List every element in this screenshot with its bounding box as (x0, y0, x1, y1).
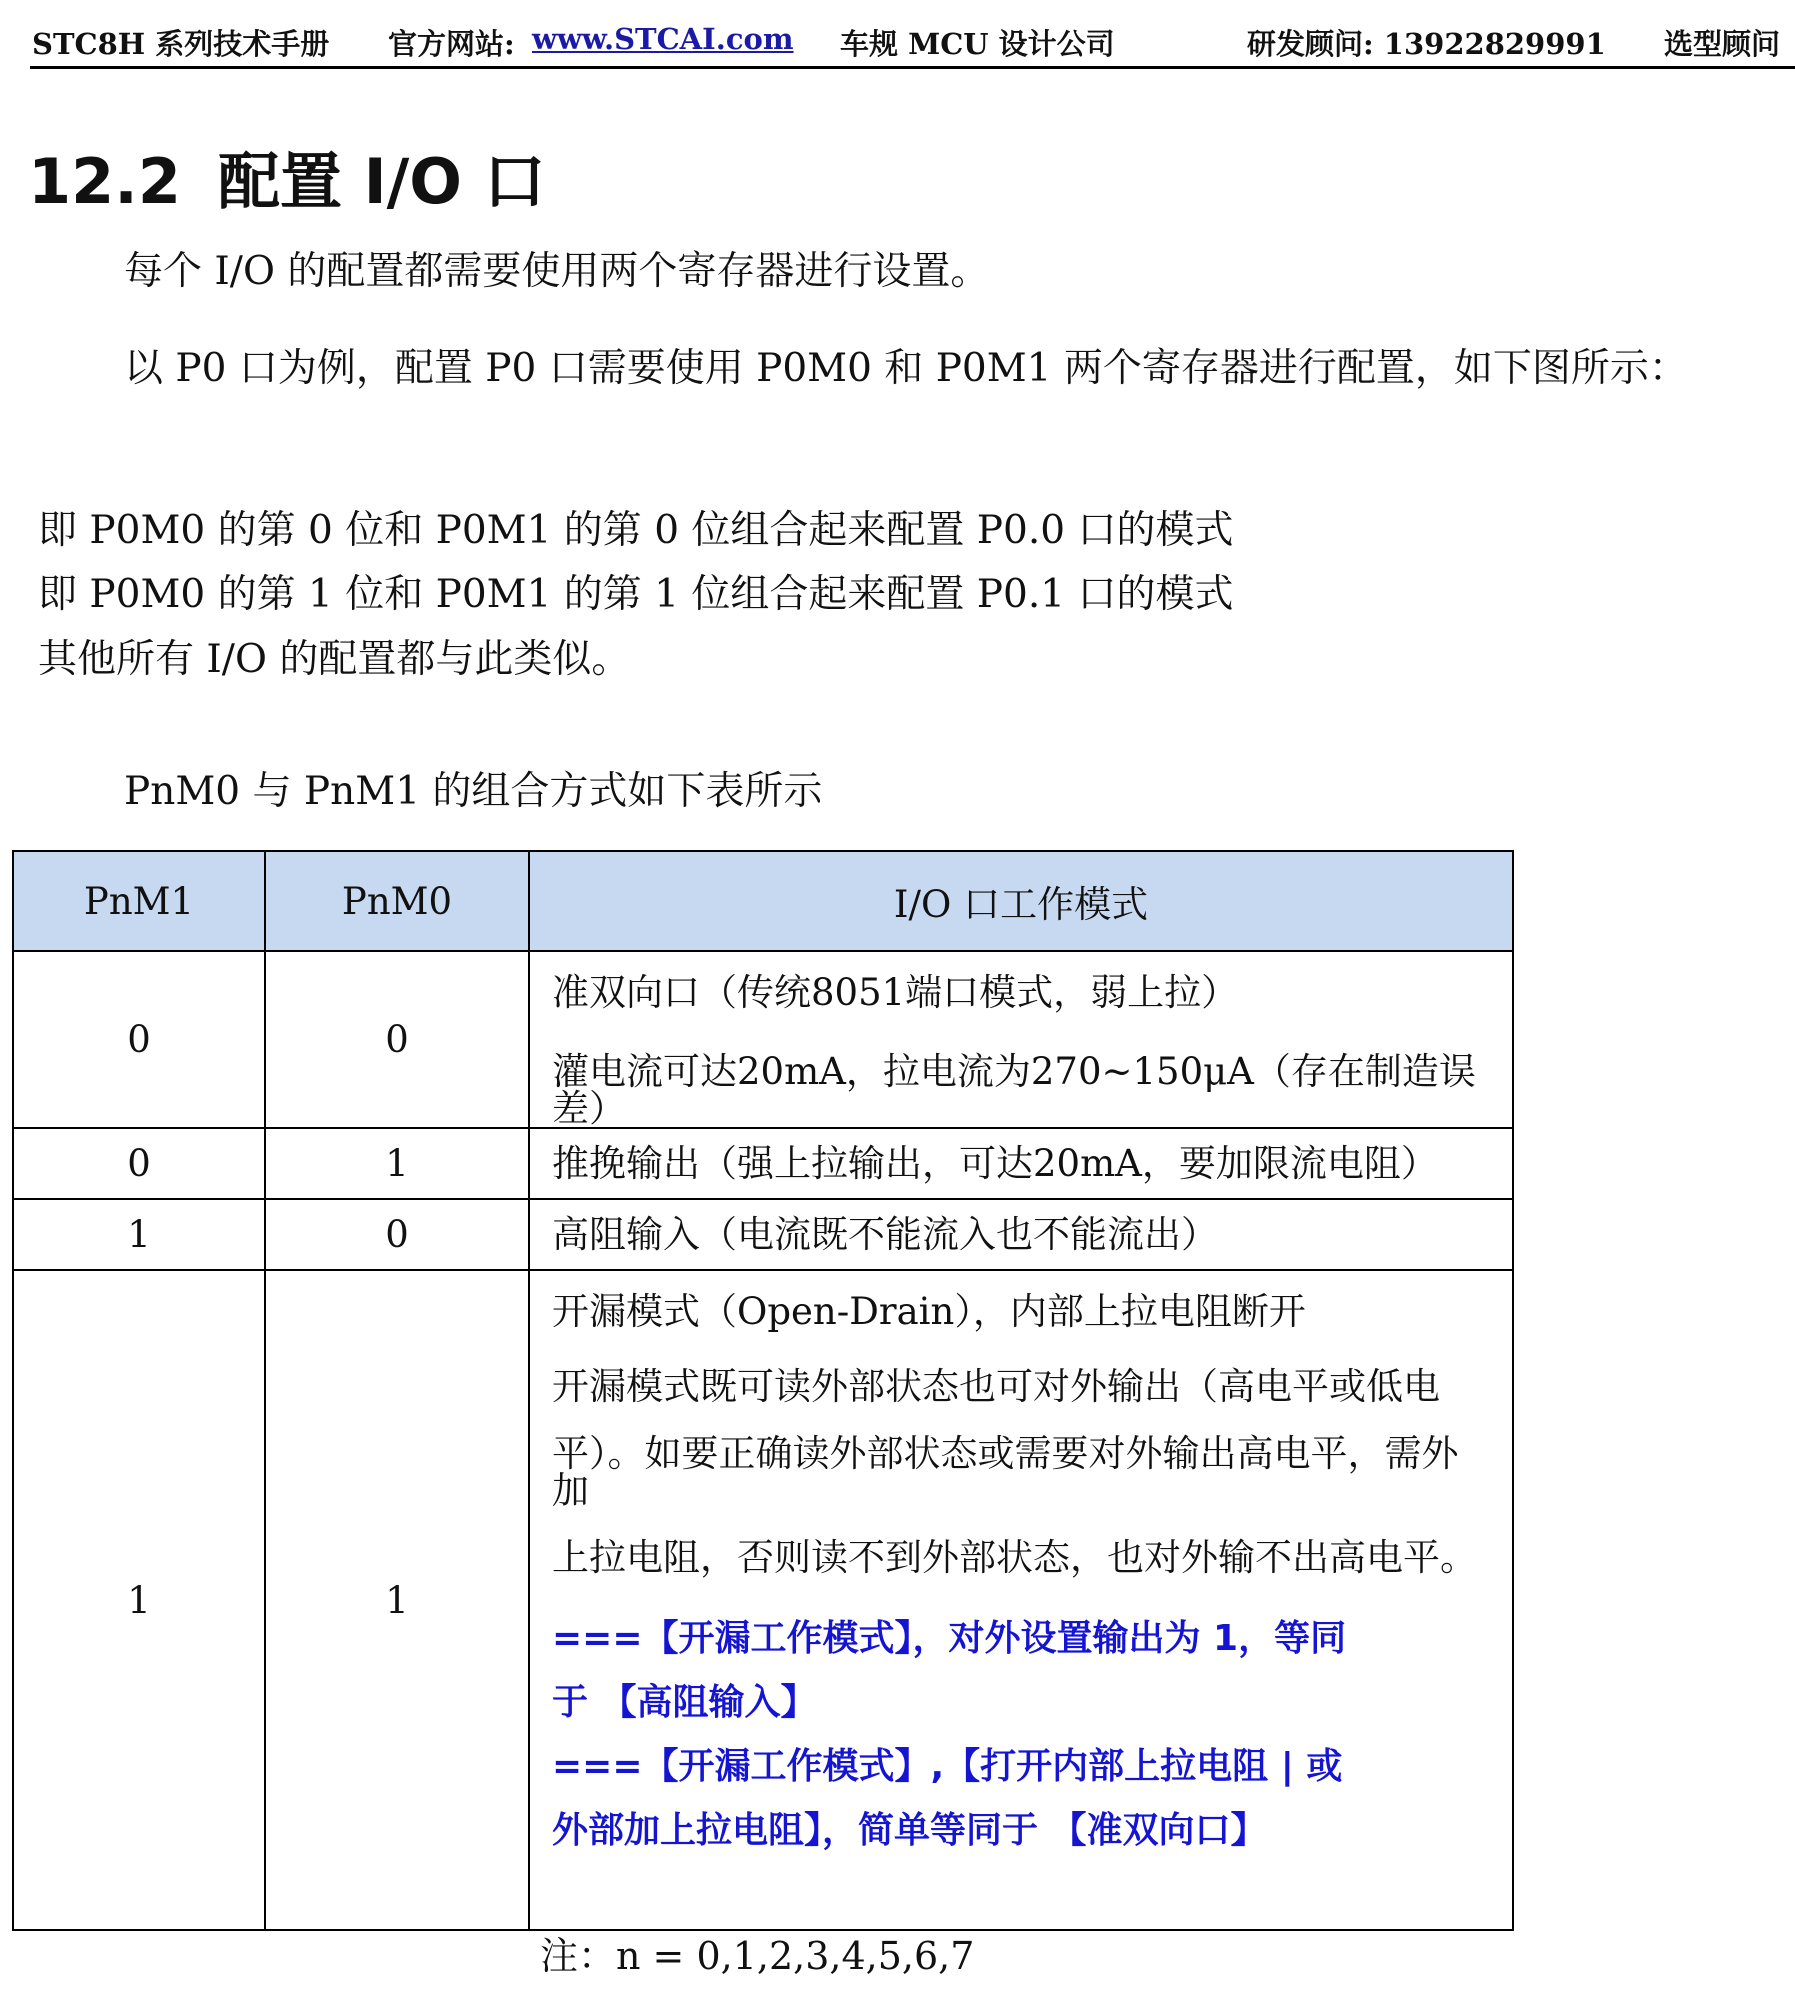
intro-paragraph-2: 以 P0 口为例，配置 P0 口需要使用 P0M0 和 P0M1 两个寄存器进行配置，如下图所示： (124, 346, 1688, 391)
manual-title: STC8H 系列技术手册 (32, 27, 330, 61)
mode-line: 开漏模式既可读外部状态也可对外输出（高电平或低电 (552, 1365, 1440, 1408)
consultant-text: 研发顾问: 13922829991 (1247, 27, 1606, 61)
explain-line-3: 其他所有 I/O 的配置都与此类似。 (38, 637, 631, 682)
cell-pnm0: 0 (265, 951, 529, 1128)
cell-pnm1: 0 (13, 951, 265, 1128)
cell-pnm0: 0 (265, 1199, 529, 1270)
page-header (32, 22, 1795, 70)
explain-line-2: 即 P0M0 的第 1 位和 P0M1 的第 1 位组合起来配置 P0.1 口的模式 (38, 572, 1234, 617)
site-label: 官方网站: (388, 27, 515, 61)
explain-line-1: 即 P0M0 的第 0 位和 P0M1 的第 0 位组合起来配置 P0.0 口的模式 (38, 508, 1234, 553)
header-pnm1: PnM1 (13, 851, 265, 951)
mode-line: 上拉电阻，否则读不到外部状态，也对外输不出高电平。 (552, 1536, 1477, 1579)
section-title: 配置 I/O 口 (218, 145, 546, 218)
site-link[interactable]: www.STCAI.com (532, 22, 794, 56)
table-caption: PnM0 与 PnM1 的组合方式如下表所示 (124, 769, 823, 814)
cell-pnm1: 1 (13, 1199, 265, 1270)
mode-line: 灌电流可达20mA，拉电流为270~150μA（存在制造误差） (552, 1050, 1476, 1130)
mode-line: 开漏模式（Open-Drain），内部上拉电阻断开 (552, 1290, 1306, 1333)
cell-pnm1: 1 (13, 1270, 265, 1930)
header-pnm0: PnM0 (265, 851, 529, 951)
mode-line: 推挽输出（强上拉输出，可达20mA，要加限流电阻） (552, 1142, 1438, 1185)
cell-mode (529, 1128, 1513, 1199)
cell-pnm0: 1 (265, 1270, 529, 1930)
mode-line: 高阻输入（电流既不能流入也不能流出） (552, 1213, 1218, 1256)
table-note: 注：n = 0,1,2,3,4,5,6,7 (540, 1934, 975, 1978)
section-heading (28, 132, 546, 221)
io-mode-table (12, 850, 1514, 1931)
table-row (13, 1270, 1513, 1930)
header-mode: I/O 口工作模式 (529, 851, 1513, 951)
cell-pnm0: 1 (265, 1128, 529, 1199)
selection-text: 选型顾问 (1664, 27, 1781, 61)
highlight-line: 于 【高阻输入】 (552, 1682, 817, 1723)
table-row (13, 1199, 1513, 1270)
table-row (13, 951, 1513, 1128)
cell-mode (529, 1199, 1513, 1270)
highlight-line: ===【开漏工作模式】，对外设置输出为 1，等同 (552, 1618, 1347, 1659)
cell-mode (529, 1270, 1513, 1930)
company-text: 车规 MCU 设计公司 (840, 27, 1115, 61)
table-row (13, 1128, 1513, 1199)
table-header-row (13, 851, 1513, 951)
header-divider (30, 66, 1795, 69)
mode-line: 平）。如要正确读外部状态或需要对外输出高电平，需外加 (552, 1432, 1459, 1512)
mode-line: 准双向口（传统8051端口模式，弱上拉） (552, 971, 1239, 1014)
highlight-line: ===【开漏工作模式】,【打开内部上拉电阻 | 或 (552, 1746, 1343, 1787)
highlight-line: 外部加上拉电阻】，简单等同于 【准双向口】 (552, 1810, 1267, 1851)
cell-pnm1: 0 (13, 1128, 265, 1199)
intro-paragraph-1: 每个 I/O 的配置都需要使用两个寄存器进行设置。 (124, 249, 990, 294)
section-number: 12.2 (28, 145, 181, 218)
cell-mode (529, 951, 1513, 1128)
